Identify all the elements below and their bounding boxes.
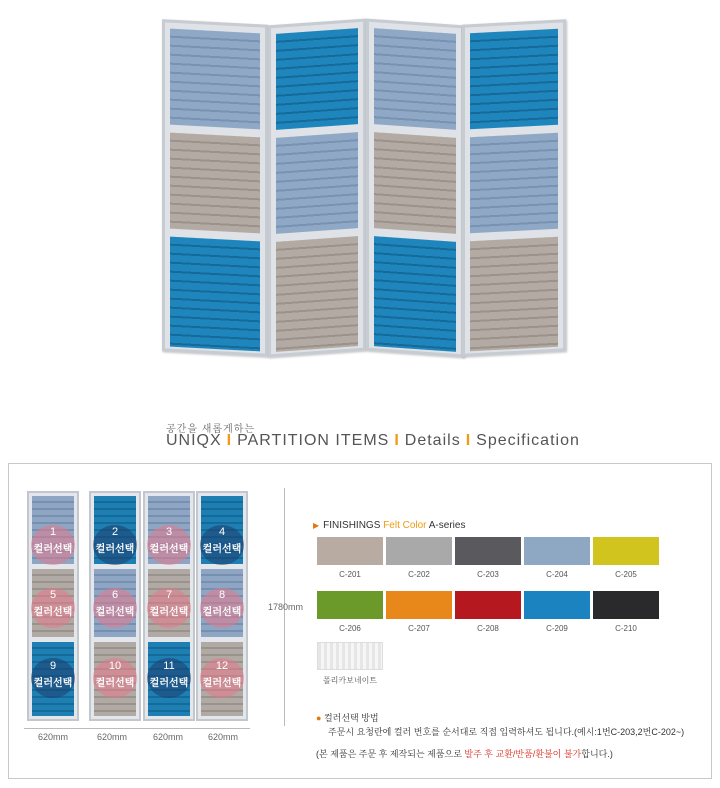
partition-panel-1: [162, 19, 268, 357]
marker-label[interactable]: 컬러선택: [95, 678, 135, 689]
swatch-code: C-202: [408, 570, 430, 579]
marker-number: 12: [215, 660, 229, 672]
marker-number: 6: [111, 589, 119, 601]
swatch-c-202[interactable]: [386, 537, 452, 565]
swatch-c-204[interactable]: [524, 537, 590, 565]
swatch-c-208[interactable]: [455, 591, 521, 619]
swatch-code: C-206: [339, 624, 361, 633]
marker-label[interactable]: 컬러선택: [33, 678, 73, 689]
brand-name: UNIQX: [166, 432, 222, 449]
height-label: 1780mm: [268, 602, 304, 612]
width-label-2: 620mm: [96, 732, 127, 742]
marker-number: 4: [218, 526, 226, 538]
heading-details: Details: [404, 432, 461, 449]
bullet-icon: ●: [316, 713, 322, 723]
swatch-code: C-201: [339, 570, 361, 579]
swatch-code: C-207: [408, 624, 430, 633]
marker-label[interactable]: 컬러선택: [202, 678, 242, 689]
swatch-c-201[interactable]: [317, 537, 383, 565]
swatch-code: C-205: [615, 570, 637, 579]
swatch-c-209[interactable]: [524, 591, 590, 619]
marker-number: 8: [218, 589, 226, 601]
bullet-icon: ▶: [313, 521, 320, 530]
partition-panel-4: [462, 19, 566, 356]
polycarbonate-label: 폴리카보네이트: [322, 676, 378, 685]
color-notes: ● 컬러선택 방법 주문시 요청란에 컬러 번호를 순서대로 직접 입력하셔도 됩니다.(예시:1번C-203,2번C-202~) (본 제품은 주문 후 제작되는 제품으로 발주 후 교환/반품/환불이 불가합니다.): [316, 713, 685, 759]
swatch-code: C-204: [546, 570, 568, 579]
marker-label[interactable]: 컬러선택: [33, 544, 73, 555]
notes-line-1: 주문시 요청란에 컬러 번호를 순서대로 직접 입력하셔도 됩니다.(예시:1번C-203,2번C-202~): [328, 727, 685, 737]
width-dimension-line: [24, 728, 250, 729]
marker-number: 11: [163, 660, 175, 672]
swatch-code: C-209: [546, 624, 568, 633]
notes-line-2: (본 제품은 주문 후 제작되는 제품으로 발주 후 교환/반품/환불이 불가합니다.): [316, 749, 613, 759]
marker-number: 9: [49, 660, 57, 672]
separator: I: [465, 432, 472, 449]
marker-number: 10: [108, 660, 122, 672]
separator: I: [226, 432, 233, 449]
marker-number: 7: [165, 589, 173, 601]
marker-label[interactable]: 컬러선택: [33, 607, 73, 618]
width-label-4: 620mm: [207, 732, 238, 742]
separator: I: [394, 432, 400, 449]
swatch-c-210[interactable]: [593, 591, 659, 619]
swatch-c-206[interactable]: [317, 591, 383, 619]
swatch-c-207[interactable]: [386, 591, 452, 619]
width-label-1: 620mm: [37, 732, 68, 742]
marker-label[interactable]: 컬러선택: [149, 544, 189, 555]
finishings-title: ▶ FINISHINGS Felt Color A-series: [313, 520, 466, 531]
marker-number: 5: [49, 589, 57, 601]
marker-label[interactable]: 컬러선택: [149, 607, 189, 618]
marker-number: 2: [111, 526, 119, 538]
swatch-c-203[interactable]: [455, 537, 521, 565]
heading-items: PARTITION ITEMS: [237, 432, 390, 449]
heading-subtitle: 공간을 새롭게하는: [166, 424, 256, 435]
marker-label[interactable]: 컬러선택: [95, 544, 135, 555]
heading-spec: Specification: [476, 432, 580, 449]
marker-label[interactable]: 컬러선택: [149, 678, 189, 689]
swatch-code: C-203: [477, 570, 499, 579]
marker-label[interactable]: 컬러선택: [202, 544, 242, 555]
swatch-c-205[interactable]: [593, 537, 659, 565]
marker-label[interactable]: 컬러선택: [95, 607, 135, 618]
swatch-code: C-210: [615, 624, 637, 633]
heading-title: [166, 432, 580, 450]
partition-panel-3: [366, 19, 464, 358]
marker-number: 1: [49, 526, 57, 538]
marker-label[interactable]: 컬러선택: [202, 607, 242, 618]
width-label-3: 620mm: [152, 732, 183, 742]
partition-panel-2: [268, 19, 366, 358]
marker-number: 3: [165, 526, 173, 538]
swatch-code: C-208: [477, 624, 499, 633]
polycarbonate-swatch[interactable]: [317, 642, 383, 670]
